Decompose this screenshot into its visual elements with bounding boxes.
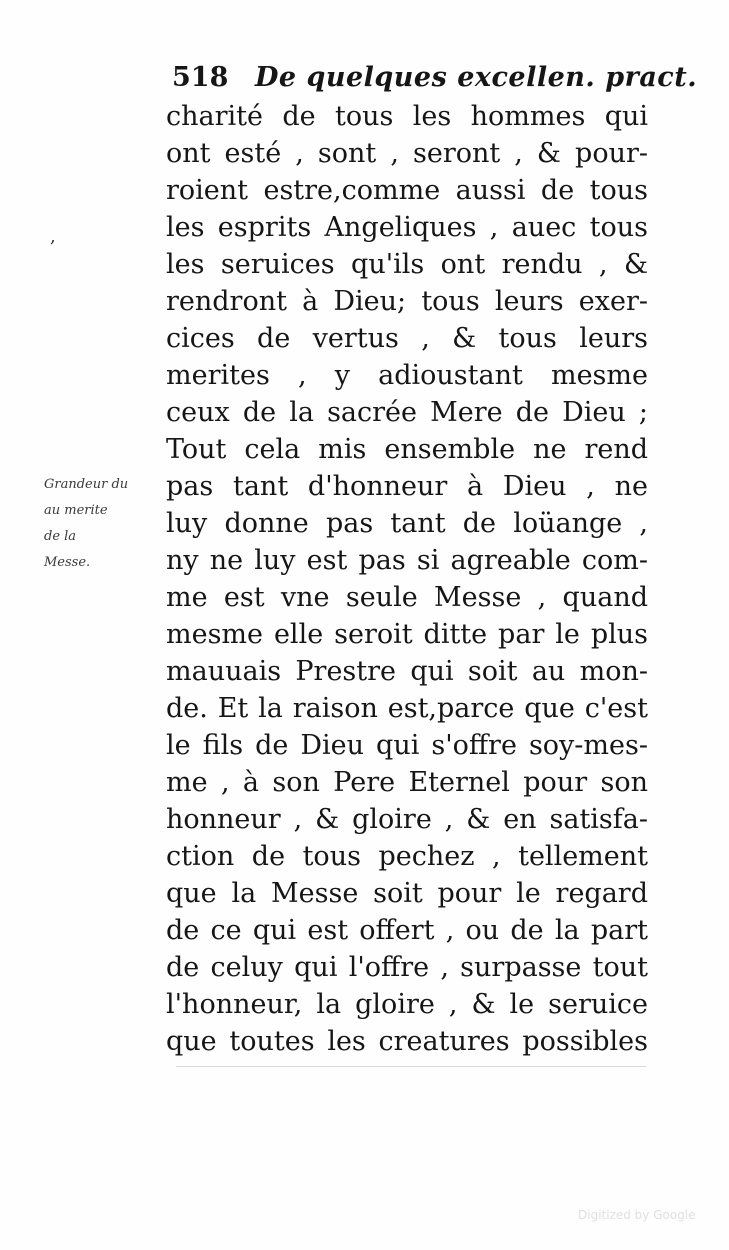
text-line: merites , y adioustant mesme (166, 360, 648, 391)
margin-note-line: au merite (44, 503, 108, 518)
running-head (172, 58, 698, 98)
text-line: que la Messe soit pour le regard (166, 878, 648, 909)
text-line: charité de tous les hommes qui (166, 101, 648, 132)
scan-watermark: Digitized by Google (578, 1208, 696, 1222)
text-line: rendront à Dieu; tous leurs exer- (166, 286, 648, 317)
text-line: mesme elle seroit ditte par le plus (166, 619, 648, 650)
text-line: pas tant d'honneur à Dieu , ne (166, 471, 648, 502)
text-line: roient estre,comme aussi de tous (166, 175, 648, 206)
margin-note-line: de la (44, 529, 77, 544)
running-head-title: De quelques excellen. pract. (254, 62, 698, 93)
text-line: Tout cela mis ensemble ne rend (166, 434, 648, 465)
text-line: honneur , & gloire , & en satisfa- (166, 804, 648, 835)
text-line: me , à son Pere Eternel pour son (166, 767, 648, 798)
text-line: ceux de la sacrée Mere de Dieu ; (166, 397, 648, 428)
bottom-rule (176, 1066, 646, 1067)
margin-mark: , (50, 226, 56, 247)
text-line: de celuy qui l'offre , surpasse tout (166, 952, 648, 983)
margin-note-line: Grandeur du (44, 477, 129, 492)
text-line: cices de vertus , & tous leurs (166, 323, 648, 354)
text-line: mauuais Prestre qui soit au mon- (166, 656, 648, 687)
page-number: 518 (172, 62, 229, 93)
text-line: de. Et la raison est,parce que c'est (166, 693, 648, 724)
text-line: ont esté , sont , seront , & pour- (166, 138, 648, 169)
text-line: que toutes les creatures possibles (166, 1026, 648, 1057)
text-line: luy donne pas tant de loüange , (166, 508, 648, 539)
text-line: le fils de Dieu qui s'offre soy-mes- (166, 730, 648, 761)
main-text-block (166, 98, 648, 1060)
text-line: ction de tous pechez , tellement (166, 841, 648, 872)
text-line: ny ne luy est pas si agreable com- (166, 545, 648, 576)
text-line: de ce qui est offert , ou de la part (166, 915, 648, 946)
text-line: l'honneur, la gloire , & le seruice (166, 989, 648, 1020)
margin-note-line: Messe. (44, 555, 91, 570)
margin-note (44, 472, 168, 576)
text-line: me est vne seule Messe , quand (166, 582, 648, 613)
text-line: les esprits Angeliques , auec tous (166, 212, 648, 243)
text-line: les seruices qu'ils ont rendu , & (166, 249, 648, 280)
